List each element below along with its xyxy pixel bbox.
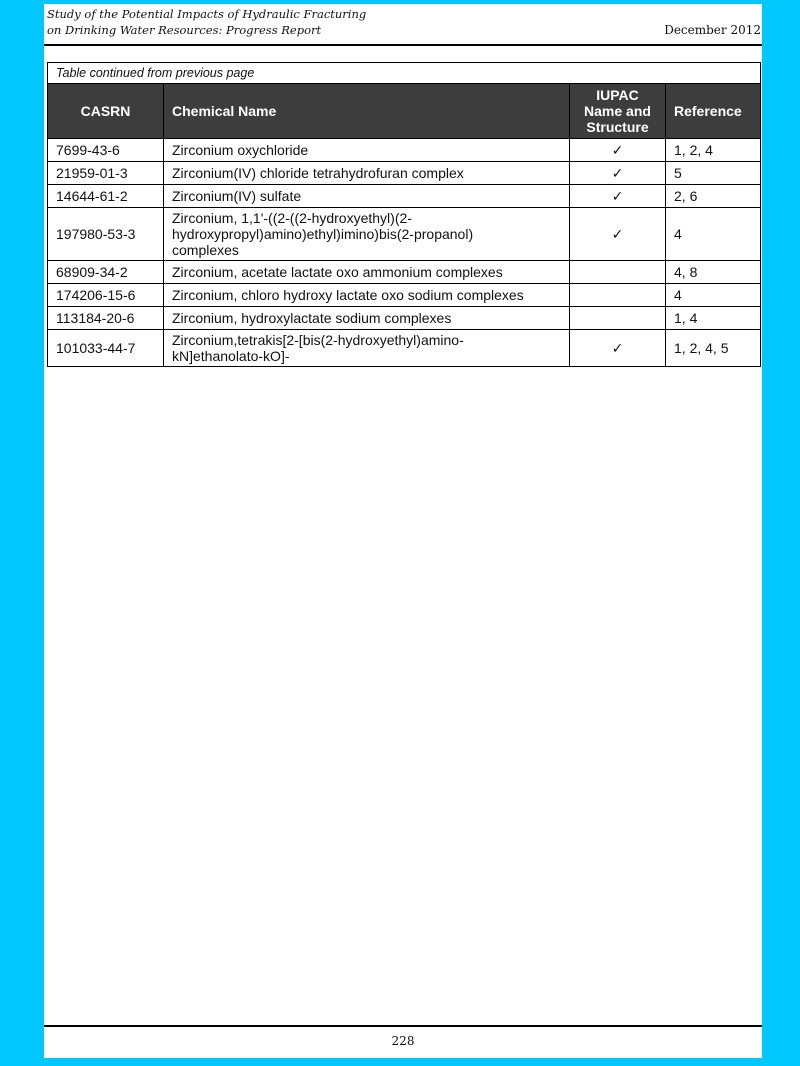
casrn-cell: 174206-15-6: [48, 284, 164, 307]
reference-cell: 1, 2, 4: [666, 139, 761, 162]
report-title-line-2: on Drinking Water Resources: Progress Report: [47, 23, 322, 37]
column-header-chemical-name: Chemical Name: [164, 84, 570, 139]
reference-cell: 4, 8: [666, 261, 761, 284]
chemical-name-line: complexes: [172, 242, 239, 258]
continued-row: [48, 63, 761, 84]
column-header-iupac-line-2: Name and: [584, 103, 651, 119]
casrn-cell: 14644-61-2: [48, 185, 164, 208]
iupac-cell: [570, 284, 666, 307]
iupac-check-icon: ✓: [570, 162, 666, 185]
casrn-cell: 7699-43-6: [48, 139, 164, 162]
chemical-table: [47, 62, 761, 367]
iupac-check-icon: ✓: [570, 139, 666, 162]
table-row: [48, 208, 761, 261]
chemical-name-cell: Zirconium, hydroxylactate sodium complexes: [164, 307, 570, 330]
casrn-cell: 113184-20-6: [48, 307, 164, 330]
report-title-line-1: Study of the Potential Impacts of Hydraulic Fracturing: [47, 7, 367, 21]
page-number: 228: [391, 1034, 415, 1048]
reference-cell: 2, 6: [666, 185, 761, 208]
header-divider: [44, 44, 762, 46]
chemical-name-cell: Zirconium(IV) chloride tetrahydrofuran complex: [164, 162, 570, 185]
reference-cell: 4: [666, 284, 761, 307]
reference-cell: 1, 2, 4, 5: [666, 330, 761, 367]
casrn-cell: 197980-53-3: [48, 208, 164, 261]
footer-divider: [44, 1025, 762, 1027]
column-header-casrn: CASRN: [48, 84, 164, 139]
document-page: [44, 4, 762, 1058]
column-header-iupac-line-3: Structure: [586, 119, 649, 135]
iupac-cell: [570, 261, 666, 284]
iupac-check-icon: ✓: [570, 208, 666, 261]
chemical-name-cell: Zirconium, acetate lactate oxo ammonium complexes: [164, 261, 570, 284]
report-title: [47, 6, 366, 38]
chemical-name-line: kN]ethanolato-kO]-: [172, 348, 290, 364]
table-row: [48, 284, 761, 307]
table-row: [48, 185, 761, 208]
chemical-name-cell: Zirconium oxychloride: [164, 139, 570, 162]
column-header-reference: Reference: [666, 84, 761, 139]
chemical-name-cell: Zirconium(IV) sulfate: [164, 185, 570, 208]
table-row: [48, 261, 761, 284]
iupac-cell: [570, 307, 666, 330]
chemical-name-cell: Zirconium, chloro hydroxy lactate oxo sodium complexes: [164, 284, 570, 307]
table-header-row: [48, 84, 761, 139]
column-header-iupac-line-1: IUPAC: [596, 87, 639, 103]
chemical-name-line: hydroxypropyl)amino)ethyl)imino)bis(2-propanol): [172, 226, 474, 242]
iupac-check-icon: ✓: [570, 330, 666, 367]
table-row: [48, 307, 761, 330]
continued-note: Table continued from previous page: [48, 63, 761, 84]
column-header-iupac: [570, 84, 666, 139]
report-date: December 2012: [664, 23, 761, 37]
reference-cell: 4: [666, 208, 761, 261]
chemical-name-cell: [164, 330, 570, 367]
iupac-check-icon: ✓: [570, 185, 666, 208]
casrn-cell: 21959-01-3: [48, 162, 164, 185]
chemical-name-cell: [164, 208, 570, 261]
casrn-cell: 101033-44-7: [48, 330, 164, 367]
reference-cell: 5: [666, 162, 761, 185]
chemical-name-line: Zirconium, 1,1'-((2-((2-hydroxyethyl)(2-: [172, 210, 412, 226]
reference-cell: 1, 4: [666, 307, 761, 330]
chemical-name-line: Zirconium,tetrakis[2-[bis(2-hydroxyethyl)amino-: [172, 332, 464, 348]
table-row: [48, 162, 761, 185]
running-header: [47, 6, 761, 42]
table-row: [48, 330, 761, 367]
table-row: [48, 139, 761, 162]
casrn-cell: 68909-34-2: [48, 261, 164, 284]
